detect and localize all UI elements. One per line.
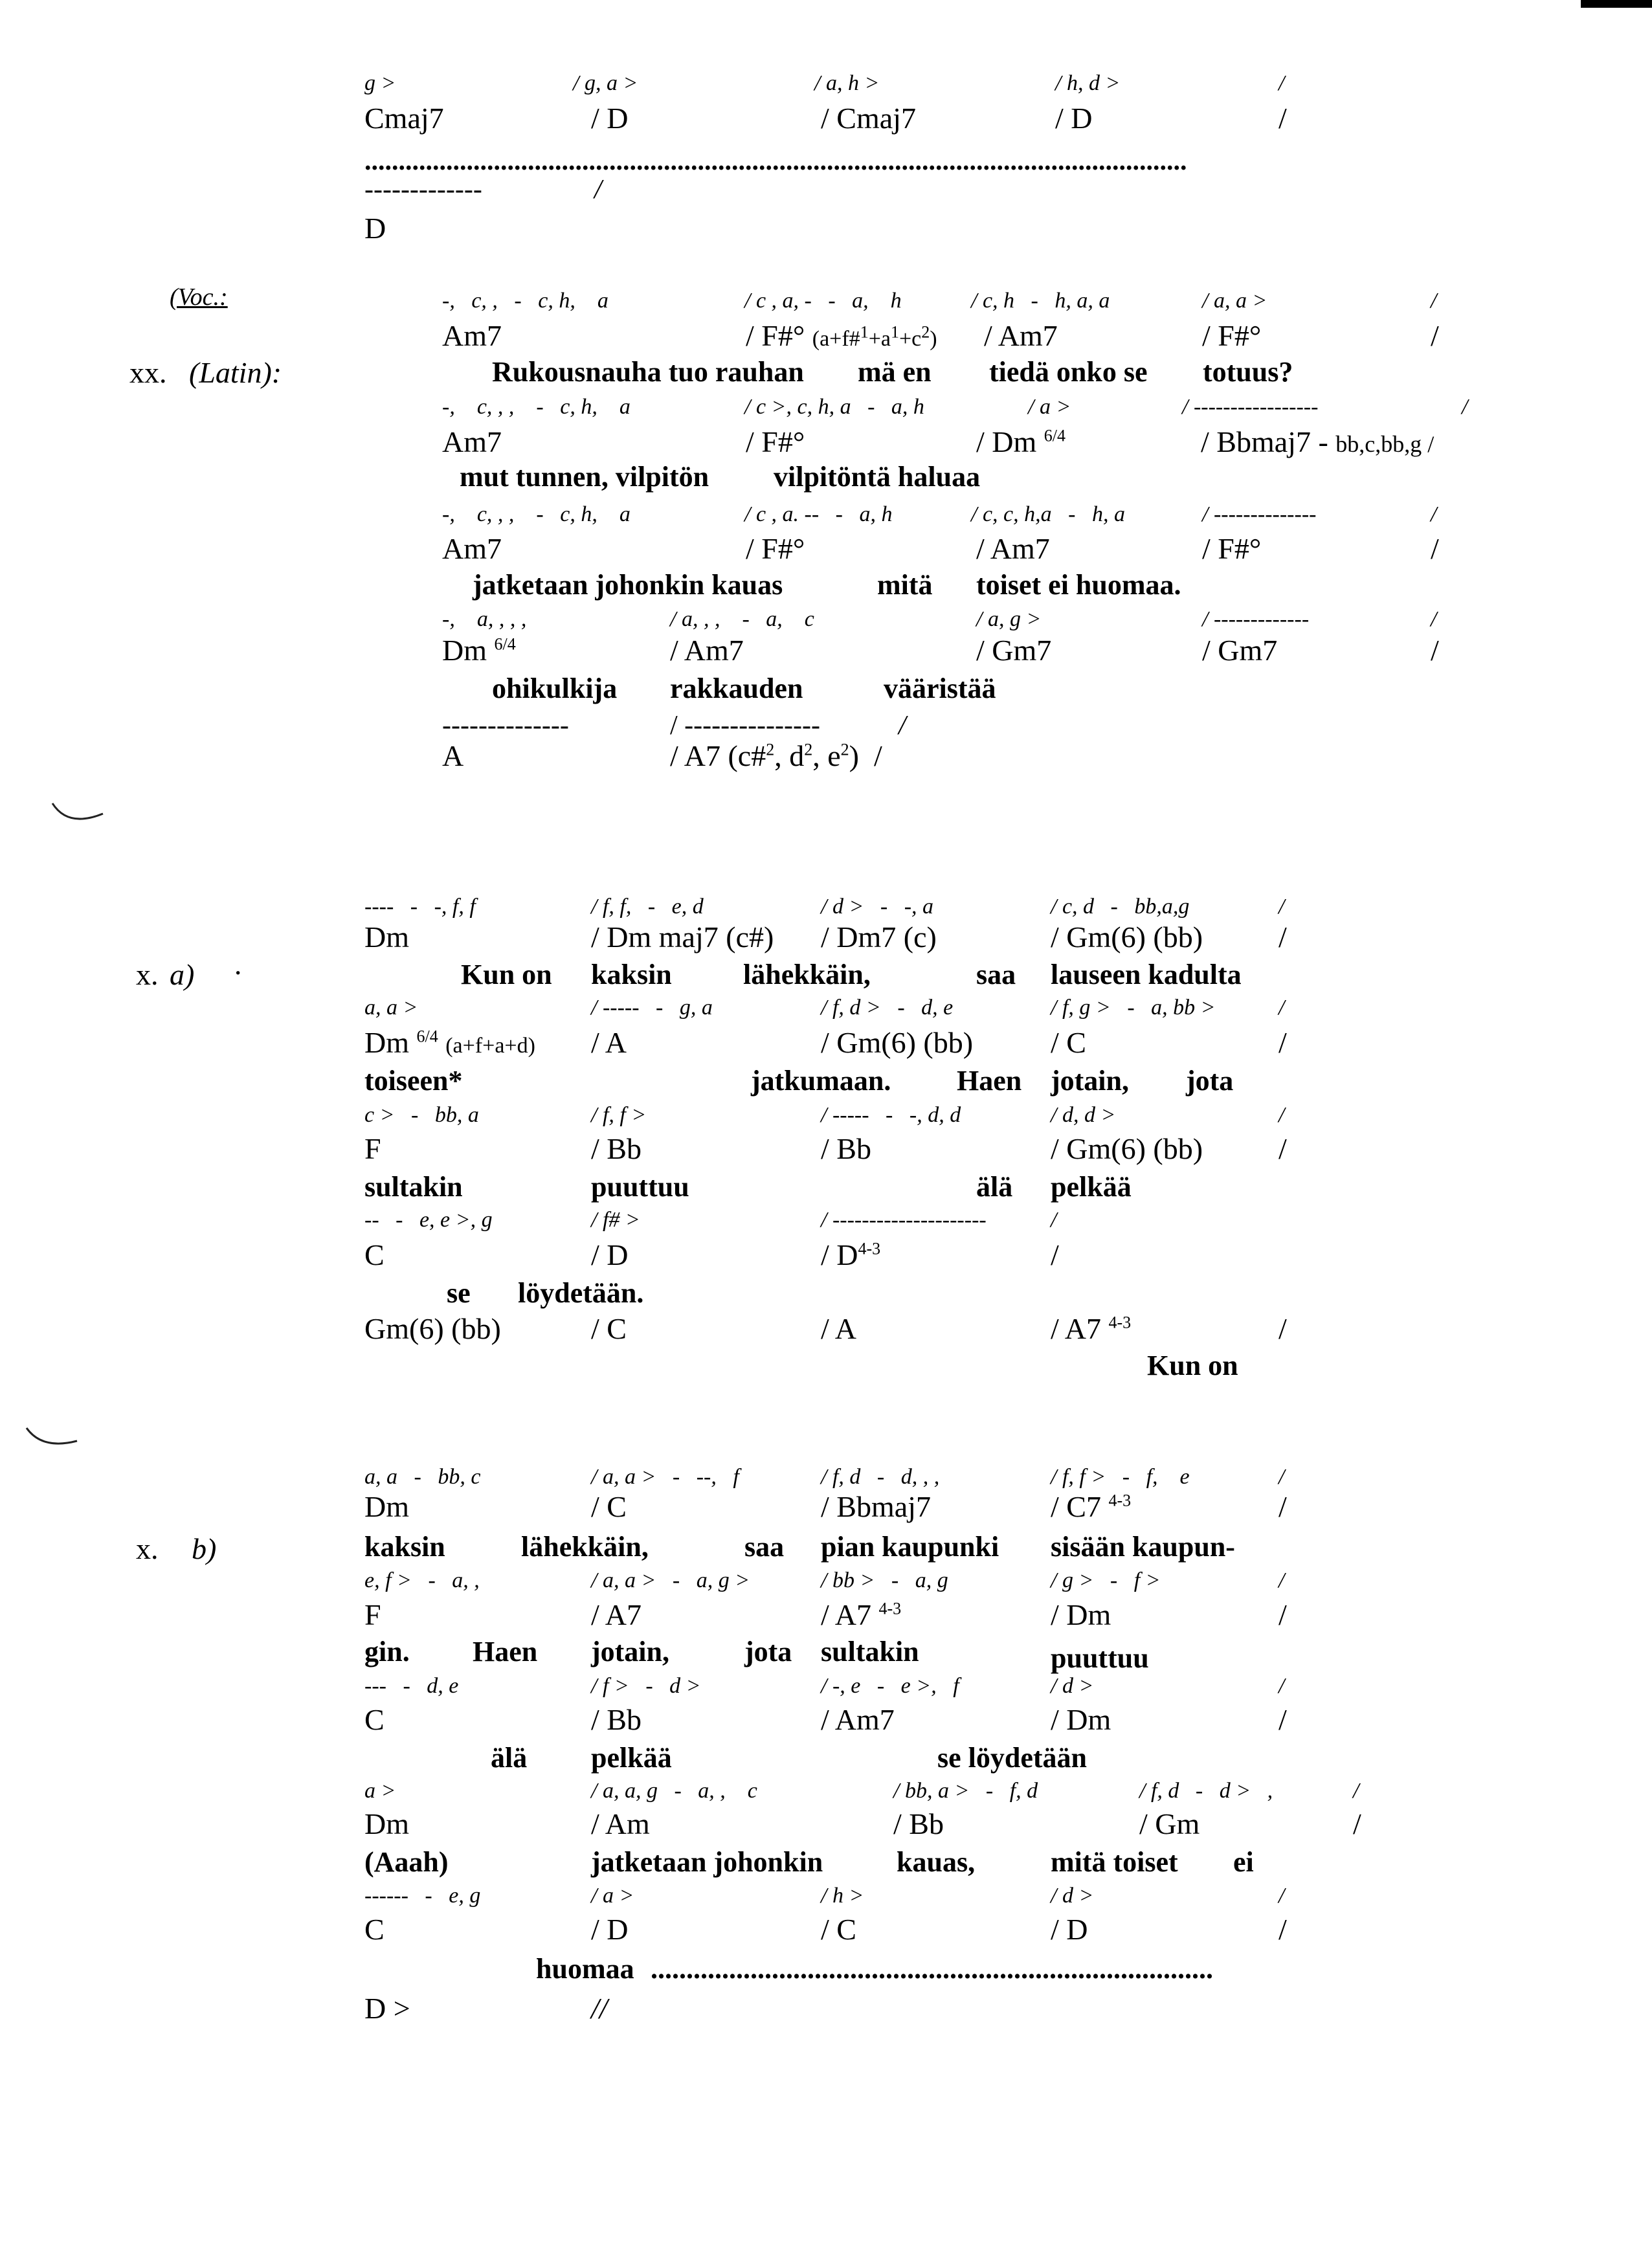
chord-text: D — [364, 212, 386, 245]
chord-text: Cmaj7 — [364, 102, 444, 135]
lyric-text: jota — [744, 1636, 792, 1667]
chord-text: / A7 (c# — [670, 739, 766, 772]
chord-text — [1201, 427, 1434, 457]
chord-text: A — [442, 739, 464, 772]
chord-text: C — [364, 1913, 385, 1946]
note-text: / — [1278, 895, 1285, 919]
chord-text: / Bb — [591, 1132, 642, 1165]
pencil-mark — [23, 1424, 81, 1456]
chord-text: / F#° — [1202, 532, 1262, 565]
chord-text: / Bb — [821, 1132, 871, 1165]
chord-text: / Dm7 (c) — [821, 920, 937, 953]
chord-text — [1051, 1314, 1131, 1344]
note-text: / a, a > - a, g > — [591, 1568, 750, 1592]
note-text: / c, d - bb,a,g — [1051, 895, 1190, 919]
chord-text — [364, 1028, 535, 1058]
chord-text: / F#° — [746, 319, 805, 352]
superscript: 2 — [766, 740, 775, 759]
note-text: / c, h - h, a, a — [971, 289, 1110, 313]
chord-text: / Dm — [1051, 1598, 1111, 1631]
chord-text: Dm — [364, 1807, 409, 1840]
note-text: / — [1431, 607, 1437, 631]
lyric-text: Kun on — [461, 959, 552, 990]
lyric-text: jatketaan johonkin kauas — [473, 569, 783, 601]
chord-text: / — [1431, 319, 1439, 352]
note-text: / — [1278, 1568, 1285, 1592]
chord-text: / — [1431, 634, 1439, 667]
chord-text: F — [364, 1132, 381, 1165]
chord-text: / Am — [591, 1807, 650, 1840]
note-text: / d > — [1051, 1674, 1094, 1698]
chord-text: / Cmaj7 — [821, 102, 916, 135]
lyric-text: jotain, — [591, 1636, 669, 1667]
superscript: 2 — [840, 740, 849, 759]
superscript: 1 — [860, 322, 869, 342]
chord-text: C — [364, 1703, 385, 1736]
note-text: -, a, , , , — [442, 607, 527, 631]
chord-text: C — [364, 1238, 385, 1271]
chord-text: / D — [591, 1913, 629, 1946]
note-text: / ----- - g, a — [591, 996, 713, 1020]
chord-text: / — [1431, 532, 1439, 565]
chord-text: / C — [591, 1312, 627, 1345]
note-text: / — [1278, 1884, 1285, 1908]
lyric-text: saa — [744, 1531, 785, 1563]
lyric-text: sultakin — [821, 1636, 919, 1667]
note-text: / — [1278, 996, 1285, 1020]
note-text: / ------------- — [1202, 607, 1310, 631]
note-text: a > — [364, 1779, 396, 1803]
chord-text: / Gm — [1139, 1807, 1200, 1840]
chord-text: Am7 — [442, 319, 502, 352]
lyric-text: vääristää — [884, 673, 996, 704]
note-text: / a, a > - --, f — [591, 1465, 739, 1489]
superscript: 4-3 — [858, 1239, 881, 1258]
lyric-text: ei — [1233, 1846, 1254, 1878]
section-letter: b) — [192, 1532, 217, 1565]
chord-text: F — [364, 1598, 381, 1631]
chord-text: , e — [812, 739, 841, 772]
chord-text: / Bb — [591, 1703, 642, 1736]
superscript: 4-3 — [1108, 1313, 1132, 1332]
note-text: / — [1353, 1779, 1359, 1803]
chord-text: / Gm(6) (bb) — [821, 1026, 974, 1059]
note-text: / a > — [1028, 395, 1071, 419]
lyric-text: pelkää — [591, 1742, 672, 1774]
note-text: bb,c,bb,g / — [1335, 431, 1434, 457]
lyric-text: Haen — [957, 1065, 1022, 1097]
page-edge-mark — [1581, 0, 1652, 8]
lyric-text: ohikulkija — [492, 673, 618, 704]
chord-text: Dm — [364, 1490, 409, 1523]
chord-text: / — [1278, 1490, 1287, 1523]
dotted-line: ............................................................................... — [651, 1955, 1213, 1983]
note-text: / — [1431, 289, 1437, 313]
chord-text: / D — [591, 102, 629, 135]
chord-text — [976, 427, 1066, 457]
note-text: g > — [364, 71, 396, 95]
note-text: / — [1278, 1103, 1285, 1127]
note-text: / — [1278, 71, 1285, 95]
chord-text: / D — [1051, 1913, 1088, 1946]
lyric-text: gin. — [364, 1636, 410, 1667]
chord-text: / Bbmaj7 — [821, 1490, 931, 1523]
note-text: / --------------------- — [821, 1208, 987, 1232]
note-text: ---- - -, f, f — [364, 895, 476, 919]
lyric-text: saa — [976, 959, 1016, 990]
note-text: / bb, a > - f, d — [893, 1779, 1038, 1803]
section-style: (Latin): — [189, 356, 282, 389]
lyric-text: lauseen kadulta — [1051, 959, 1242, 990]
chord-text: Am7 — [442, 425, 502, 458]
chord-text: / — [1353, 1807, 1361, 1840]
chord-text: / Am7 — [821, 1703, 895, 1736]
chord-text: Dm — [364, 1026, 409, 1059]
chord-text: / Dm — [1051, 1703, 1111, 1736]
note-text: / c , a, - - a, h — [744, 289, 902, 313]
lyric-text: kaksin — [364, 1531, 445, 1563]
note-text: (a+f# — [812, 327, 860, 351]
note-text: / g > - f > — [1051, 1568, 1161, 1592]
note-text: a, a - bb, c — [364, 1465, 481, 1489]
section-number: x. — [136, 1532, 159, 1565]
lyric-text: sisään kaupun- — [1051, 1531, 1235, 1563]
note-text: / h > — [821, 1884, 864, 1908]
lyric-text: mut tunnen, vilpitön — [460, 461, 709, 493]
lyric-text: pelkää — [1051, 1171, 1132, 1203]
lyric-text: sultakin — [364, 1171, 463, 1203]
chord-text: / Am7 — [670, 634, 744, 667]
chord-text: Gm(6) (bb) — [364, 1312, 501, 1345]
note-text: / bb > - a, g — [821, 1568, 948, 1592]
chord-text: / D — [591, 1238, 629, 1271]
lyric-text: lähekkäin, — [743, 959, 871, 990]
note-text: / f, d - d > , — [1139, 1779, 1273, 1803]
note-text: / d > - -, a — [821, 895, 934, 919]
chord-text: / — [1278, 920, 1287, 953]
note-text: / g, a > — [573, 71, 638, 95]
chord-text: / Am7 — [984, 319, 1058, 352]
lyric-text: älä — [976, 1171, 1013, 1203]
superscript: 6/4 — [1044, 426, 1066, 445]
chord-text: / — [1278, 1312, 1287, 1345]
lyric-text: mitä toiset — [1051, 1846, 1178, 1878]
chord-text: / D — [821, 1238, 858, 1271]
lyric-text: mä en — [858, 356, 932, 388]
lyric-text: pian kaupunki — [821, 1531, 999, 1563]
note-text: -, c, , - c, h, a — [442, 289, 608, 313]
note-text: / c, c, h,a - h, a — [971, 502, 1125, 526]
note-text: ) — [930, 327, 937, 351]
lyric-text: kaksin — [591, 959, 672, 990]
chord-text: / A — [591, 1026, 627, 1059]
chord-text: / Dm maj7 (c#) — [591, 920, 774, 953]
note-text: -, c, , , - c, h, a — [442, 502, 631, 526]
note-text: +c — [899, 327, 922, 351]
chord-text: / C7 — [1051, 1490, 1101, 1523]
superscript: 1 — [890, 322, 899, 342]
chord-text: / — [1278, 1703, 1287, 1736]
note-text: / ----------------- — [1182, 395, 1319, 419]
dash-line: ------------- — [364, 175, 482, 205]
final-barline: // — [591, 1992, 608, 2025]
note-text: ------ - e, g — [364, 1884, 481, 1908]
note-text: / a, , , - a, c — [670, 607, 814, 631]
chord-text: / — [1278, 1913, 1287, 1946]
chord-text: Am7 — [442, 532, 502, 565]
note-text: c > - bb, a — [364, 1103, 479, 1127]
note-text: a, a > — [364, 996, 418, 1020]
note-text: / — [1278, 1465, 1285, 1489]
lyric-text: totuus? — [1203, 356, 1293, 388]
note-text: / -, e - e >, f — [821, 1674, 959, 1698]
note-text: e, f > - a, , — [364, 1568, 480, 1592]
section-number: x. — [136, 958, 159, 991]
lyric-text: lähekkäin, — [521, 1531, 649, 1563]
chord-with-notes — [746, 321, 937, 351]
dash-line: -------------- — [442, 711, 569, 741]
lyric-text: huomaa — [536, 1953, 634, 1985]
note-text: / f, f > - f, e — [1051, 1465, 1190, 1489]
note-text: / — [1462, 395, 1468, 419]
chord-text — [442, 636, 516, 665]
chord-text: / — [1278, 102, 1287, 135]
chord-text: / C — [1051, 1026, 1086, 1059]
lyric-text: se löydetään — [937, 1742, 1087, 1774]
note-text: / f, d > - d, e — [821, 996, 954, 1020]
superscript: 4-3 — [878, 1599, 902, 1618]
lyric-text: vilpitöntä haluaa — [774, 461, 981, 493]
chord-text — [821, 1600, 901, 1630]
chord-text: ) / — [849, 739, 882, 772]
chord-text: / — [1051, 1238, 1059, 1271]
chord-text: / Am7 — [976, 532, 1050, 565]
note-text: / d, d > — [1051, 1103, 1116, 1127]
lyric-text: puuttuu — [591, 1171, 689, 1203]
chord-text: / Bb — [893, 1807, 944, 1840]
lyric-text: (Aaah) — [364, 1846, 449, 1878]
lyric-text: toiset ei huomaa. — [976, 569, 1181, 601]
note-text: / h, d > — [1055, 71, 1121, 95]
lyric-text: mitä — [877, 569, 933, 601]
chord-text: / Bbmaj7 - — [1201, 425, 1328, 458]
chord-text: / C — [821, 1913, 856, 1946]
note-text: / f > - d > — [591, 1674, 701, 1698]
note-text: / a > — [591, 1884, 634, 1908]
note-text: / — [1278, 1674, 1285, 1698]
chord-text: / F#° — [746, 532, 805, 565]
note-text: / c >, c, h, a - a, h — [744, 395, 924, 419]
note-text: / a, a > — [1202, 289, 1267, 313]
lyric-text: Rukousnauha tuo rauhan — [492, 356, 804, 388]
lyric-text: toiseen* — [364, 1065, 463, 1097]
lyric-text: Kun on — [1147, 1350, 1238, 1381]
chord-text: / Dm — [976, 425, 1037, 458]
chord-text — [670, 741, 882, 771]
chord-text: / Gm(6) (bb) — [1051, 1132, 1203, 1165]
voc-label: (Voc.: — [170, 284, 228, 311]
chord-text — [821, 1240, 880, 1270]
lyric-text: jatketaan johonkin — [591, 1846, 823, 1878]
note-text: / f, d - d, , , — [821, 1465, 940, 1489]
section-letter: a) — [170, 958, 195, 991]
lyric-text: puuttuu — [1051, 1642, 1149, 1674]
dotted-line: ......................................................................................................................... — [364, 148, 1187, 175]
note-text: --- - d, e — [364, 1674, 459, 1698]
chord-text: / — [1278, 1598, 1287, 1631]
lyric-text: jatkumaan. — [751, 1065, 891, 1097]
note-text: +a — [868, 327, 891, 351]
note-text: -- - e, e >, g — [364, 1208, 493, 1232]
bar-slash: / — [594, 175, 602, 205]
note-text: / a, a, g - a, , c — [591, 1779, 757, 1803]
lyric-text: kauas, — [897, 1846, 976, 1878]
superscript: 6/4 — [416, 1027, 438, 1046]
note-text: / — [1051, 1208, 1057, 1232]
superscript: 4-3 — [1108, 1491, 1132, 1510]
note-text: -, c, , , - c, h, a — [442, 395, 631, 419]
margin-dot: · — [233, 956, 243, 989]
chord-text: / F#° — [1202, 319, 1262, 352]
chord-text: / Gm(6) (bb) — [1051, 920, 1203, 953]
chord-text: / D — [1055, 102, 1093, 135]
chord-text: / C — [591, 1490, 627, 1523]
note-text: / — [1431, 502, 1437, 526]
chord-text: Dm — [364, 920, 409, 953]
note-text: / d > — [1051, 1884, 1094, 1908]
lyric-text: löydetään. — [518, 1277, 644, 1309]
superscript: 2 — [921, 322, 930, 342]
dash-line: / --------------- — [670, 711, 820, 741]
chord-text: / — [1278, 1026, 1287, 1059]
section-number: xx. — [129, 356, 167, 389]
chord-text: / A7 — [821, 1598, 871, 1631]
chord-text: / A — [821, 1312, 856, 1345]
superscript: 6/4 — [494, 634, 516, 654]
lyric-text: älä — [491, 1742, 528, 1774]
note-text: / f# > — [591, 1208, 640, 1232]
note-text: / f, f, - e, d — [591, 895, 704, 919]
chord-text: / Gm7 — [1202, 634, 1278, 667]
pencil-mark — [49, 799, 107, 832]
note-text: / f, g > - a, bb > — [1051, 996, 1216, 1020]
bar-slash: / — [899, 711, 906, 741]
note-text: (a+f+a+d) — [445, 1034, 535, 1058]
chord-text: Dm — [442, 634, 487, 667]
chord-text: / A7 — [591, 1598, 642, 1631]
superscript: 2 — [804, 740, 813, 759]
note-text: / f, f > — [591, 1103, 647, 1127]
chord-text: / F#° — [746, 425, 805, 458]
lyric-text: se — [447, 1277, 471, 1309]
lyric-text: jotain, — [1051, 1065, 1129, 1097]
chord-text: / Gm7 — [976, 634, 1052, 667]
note-text: / a, g > — [976, 607, 1042, 631]
lyric-text: tiedä onko se — [989, 356, 1148, 388]
note-text: / c , a. -- - a, h — [744, 502, 893, 526]
chord-text — [1051, 1492, 1131, 1522]
chord-text: / A7 — [1051, 1312, 1101, 1345]
note-text: / a, h > — [814, 71, 880, 95]
note-text: / ----- - -, d, d — [821, 1103, 961, 1127]
chord-text: , d — [774, 739, 805, 772]
lyric-text: rakkauden — [670, 673, 803, 704]
chord-text: / — [1278, 1132, 1287, 1165]
chord-text: D > — [364, 1992, 410, 2025]
lyric-text: Haen — [473, 1636, 538, 1667]
note-text: / -------------- — [1202, 502, 1317, 526]
lyric-text: jota — [1186, 1065, 1234, 1097]
